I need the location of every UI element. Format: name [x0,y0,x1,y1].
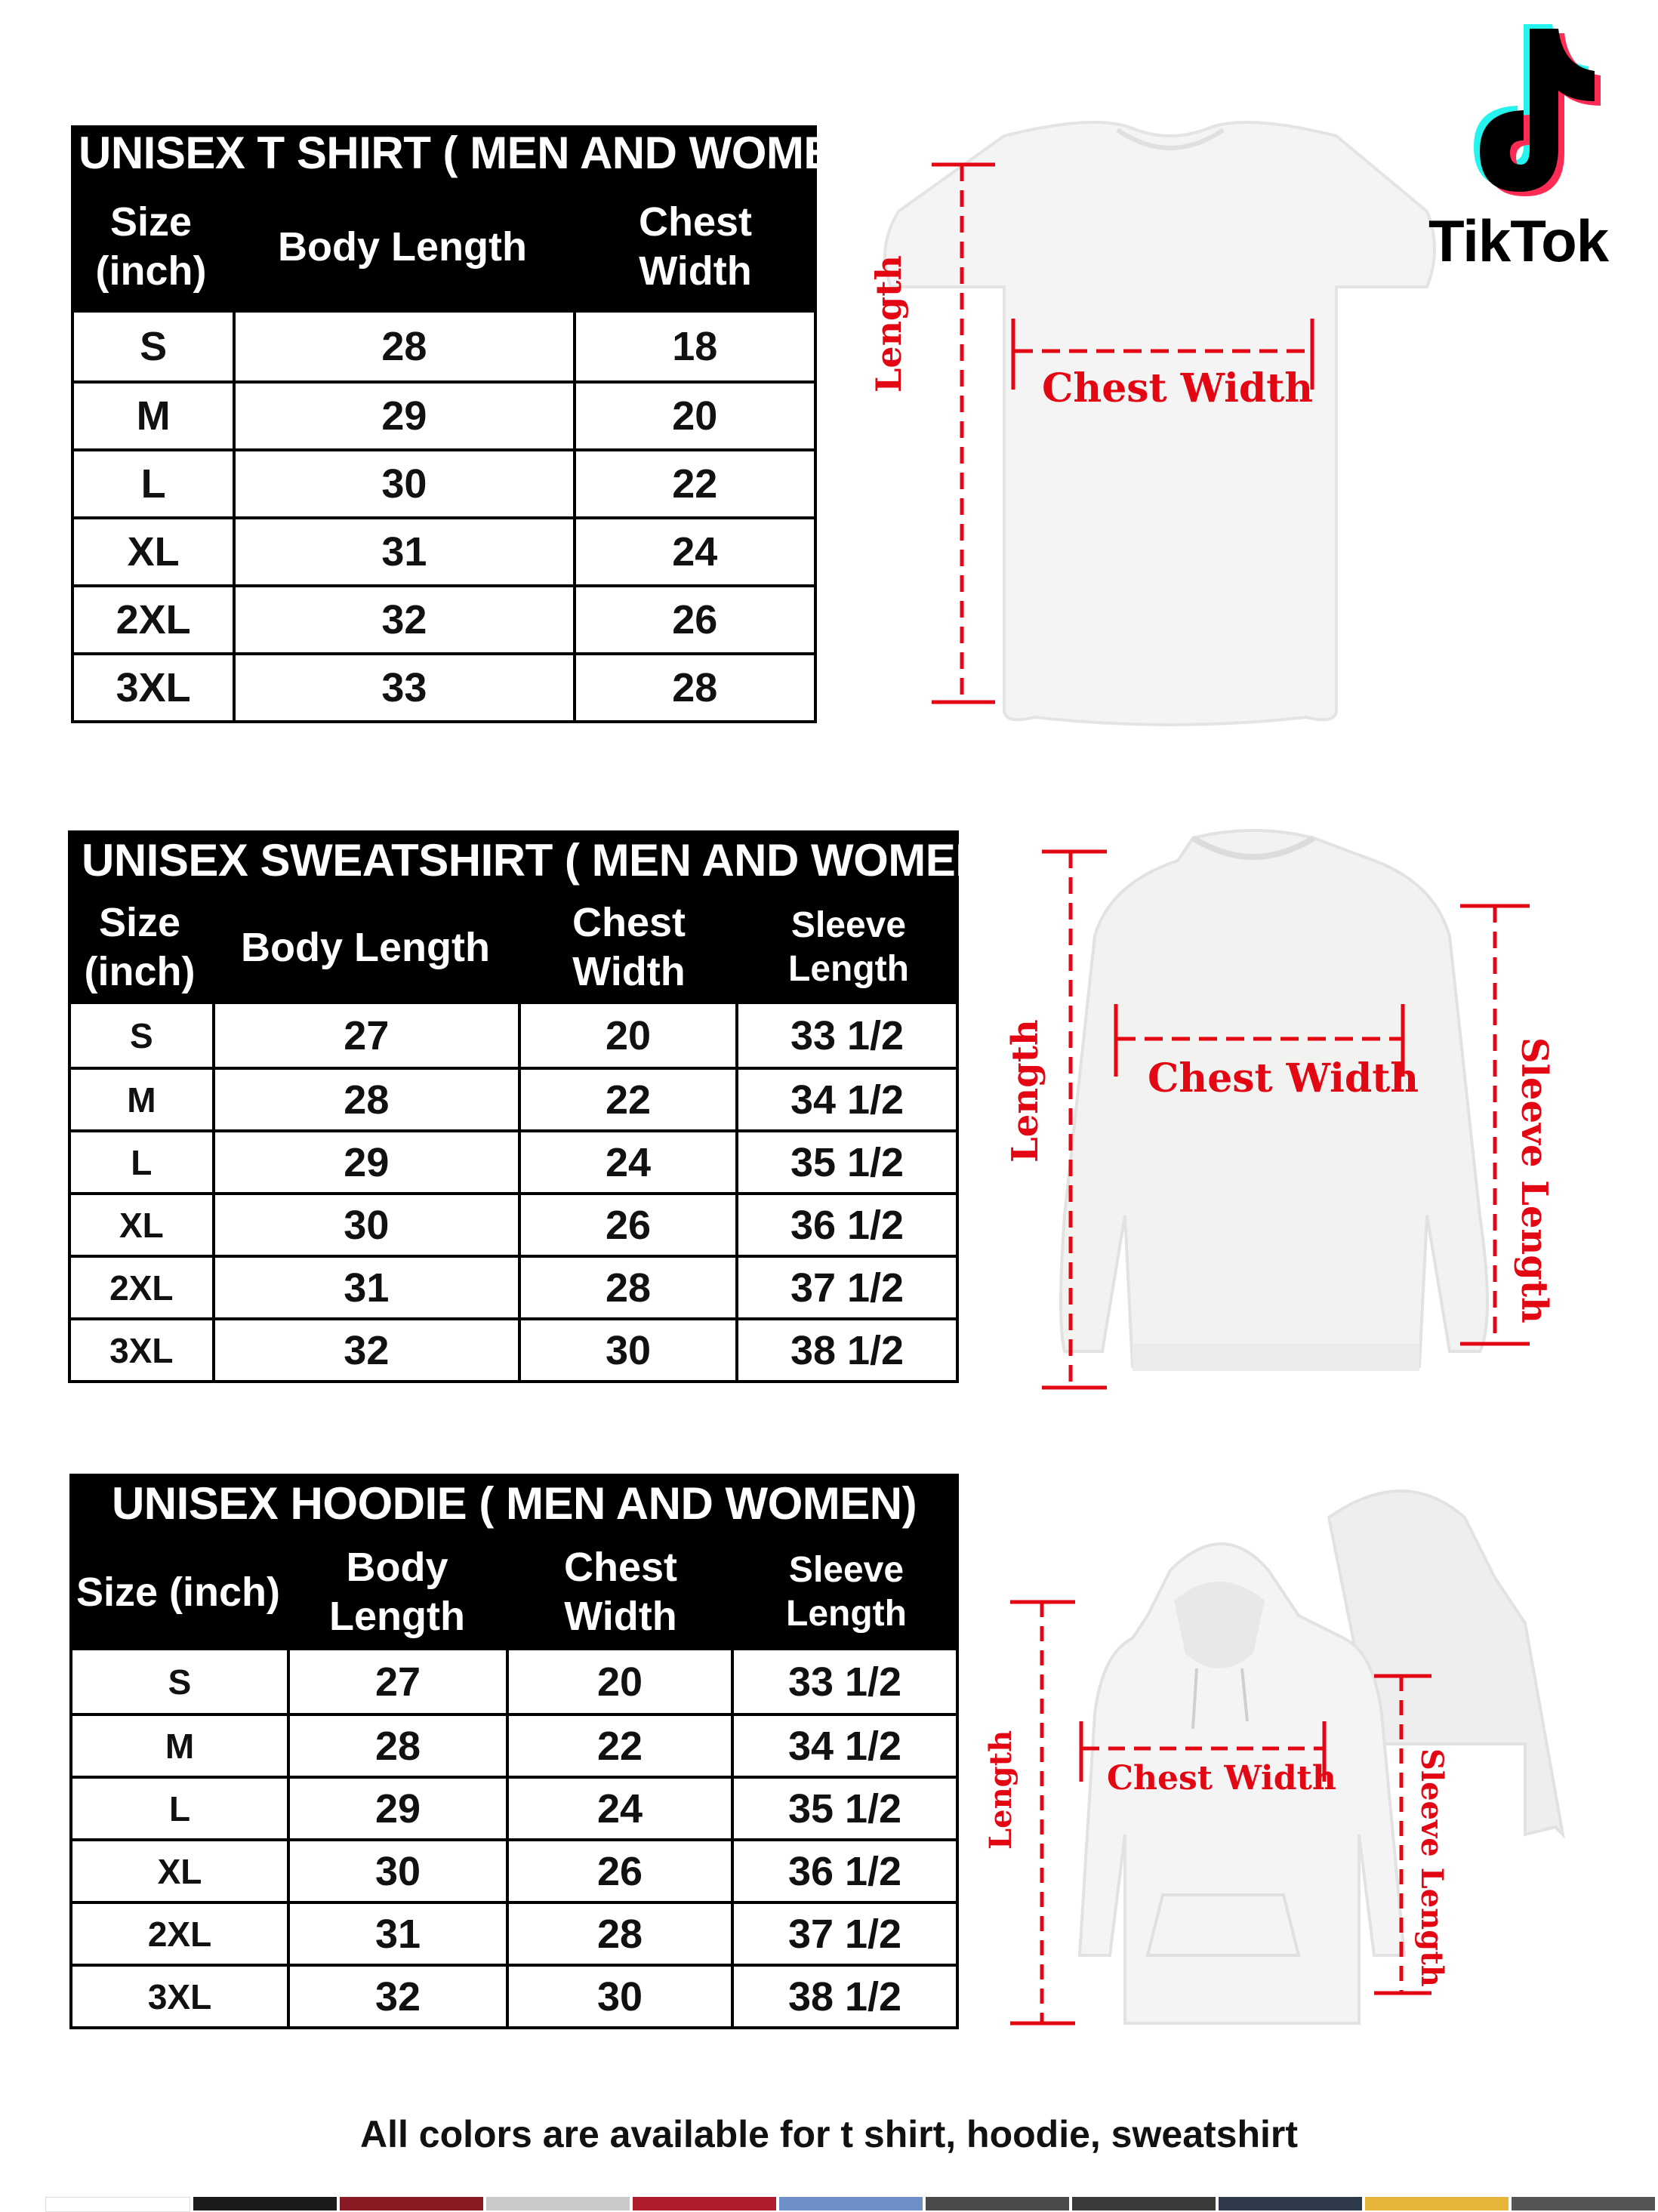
table-row [71,1004,956,1067]
table-cell: 28 [212,1070,518,1129]
tshirt-shape [885,122,1435,725]
table-cell: 32 [233,587,572,652]
color-swatch-strip [45,2197,1658,2210]
table-row [74,448,814,516]
table-cell: 24 [573,519,814,584]
table-cell: 20 [506,1650,731,1713]
table-row [74,313,814,380]
table-row [74,516,814,584]
table-cell: 31 [212,1258,518,1317]
table-cell: 34 1/2 [735,1070,956,1129]
color-swatch [45,2197,190,2212]
table-cell: 2XL [109,1268,174,1308]
tiktok-logo [1427,21,1638,278]
table-cell: 20 [518,1004,735,1067]
table-cell: 33 1/2 [731,1650,956,1713]
color-availability-note: All colors are available for t shirt, hoodie, sweatshirt [359,2113,1299,2155]
sweatshirt-chest-label: Chest Width [1148,1055,1419,1101]
table-row [74,584,814,652]
color-swatch [1072,2197,1216,2210]
table-cell: 3XL [109,1330,174,1370]
table-cell: L [168,1788,191,1828]
table-cell: L [140,461,166,507]
header-body-length: Body Length [241,924,490,970]
sweatshirt-chart-header [68,891,959,1004]
table-row [74,652,814,720]
header-sleeve-length: Sleeve Length [788,905,909,989]
header-size: Size (inch) [76,1569,281,1615]
table-row [72,1838,956,1901]
table-cell: 35 1/2 [735,1132,956,1192]
sweatshirt-length-label: Length [1004,1019,1046,1163]
hoodie-chest-label: Chest Width [1107,1759,1336,1798]
table-cell: 28 [506,1904,731,1964]
header-chest-width: Chest Width [572,900,686,994]
header-body-length: Body Length [278,223,527,270]
table-cell: 28 [573,655,814,720]
table-cell: 2XL [147,1914,212,1954]
table-cell: 3XL [116,665,191,710]
table-cell: 32 [287,1967,506,2026]
table-cell: 24 [506,1779,731,1838]
table-row [71,1129,956,1192]
table-cell: 26 [506,1841,731,1901]
table-row [71,1067,956,1129]
table-cell: 37 1/2 [735,1258,956,1317]
tshirt-chart-title: UNISEX T SHIRT ( MEN AND WOMEN) [71,125,817,181]
sweatshirt-chart-rows [68,1004,959,1383]
hoodie-sleeve-label: Sleeve Length [1414,1748,1450,1987]
sweatshirt-size-chart [68,830,1003,1383]
table-cell: 29 [287,1779,506,1838]
header-body-length: Body Length [329,1545,465,1639]
table-cell: XL [157,1851,202,1891]
table-cell: 28 [287,1716,506,1776]
tiktok-note-icon [1427,21,1638,202]
table-cell: 31 [287,1904,506,1964]
table-row [72,1776,956,1838]
table-cell: 27 [287,1650,506,1713]
table-cell: 33 [233,655,572,720]
header-chest-width: Chest Width [563,1545,678,1639]
table-cell: 36 1/2 [735,1195,956,1255]
header-size: Size (inch) [95,199,207,294]
table-cell: 28 [233,313,572,380]
table-row [72,1713,956,1776]
table-cell: 30 [212,1195,518,1255]
table-row [74,380,814,448]
tshirt-chart-rows [71,313,817,723]
hoodie-chart-title: UNISEX HOODIE ( MEN AND WOMEN) [69,1474,959,1534]
table-cell: S [130,1015,153,1055]
table-cell: 33 1/2 [735,1004,956,1067]
tshirt-chest-label: Chest Width [1042,365,1314,411]
color-swatch [486,2197,630,2210]
tiktok-wordmark: TikTok [1428,208,1609,274]
table-row [72,1964,956,2026]
hoodie-chart-rows [69,1650,959,2029]
sweatshirt-illustration [982,823,1540,1412]
hoodie-chart-header [69,1534,959,1650]
table-row [71,1317,956,1380]
table-cell: M [136,393,171,439]
table-cell: 35 1/2 [731,1779,956,1838]
table-cell: 22 [573,451,814,516]
table-cell: 20 [573,384,814,448]
tshirt-size-chart [71,125,881,723]
table-cell: 38 1/2 [735,1320,956,1380]
table-cell: 22 [518,1070,735,1129]
tshirt-chart-header [71,181,817,313]
table-cell: 2XL [116,597,191,642]
table-row [72,1650,956,1713]
table-cell: XL [127,529,180,575]
tshirt-illustration [883,113,1457,732]
header-size: Size (inch) [84,900,196,994]
sweatshirt-chart-title: UNISEX SWEATSHIRT ( MEN AND WOMEN) [68,830,959,891]
table-cell: 31 [233,519,572,584]
hoodie-length-label: Length [983,1730,1019,1850]
header-sleeve-length: Sleeve Length [786,1550,907,1634]
table-cell: 18 [573,313,814,380]
table-cell: S [168,1662,192,1702]
table-cell: 26 [518,1195,735,1255]
table-cell: 28 [518,1258,735,1317]
table-cell: M [127,1080,156,1120]
table-cell: 27 [212,1004,518,1067]
hoodie-size-chart [69,1474,959,2029]
color-swatch [779,2197,923,2210]
table-cell: 24 [518,1132,735,1192]
table-cell: 29 [212,1132,518,1192]
color-swatch [340,2197,483,2210]
tshirt-length-label: Length [868,255,909,393]
color-swatch [926,2197,1069,2210]
table-cell: 29 [233,384,572,448]
table-row [71,1192,956,1255]
color-swatch [633,2197,776,2210]
table-cell: 30 [518,1320,735,1380]
table-cell: 37 1/2 [731,1904,956,1964]
table-cell: 34 1/2 [731,1716,956,1776]
table-cell: 32 [212,1320,518,1380]
table-cell: 3XL [147,1976,212,2016]
table-cell: M [165,1726,195,1766]
color-swatch [1219,2197,1362,2210]
table-cell: 26 [573,587,814,652]
color-swatch [1365,2197,1509,2210]
table-cell: S [140,324,168,369]
color-swatch [1512,2197,1655,2210]
table-row [72,1901,956,1964]
table-cell: 38 1/2 [731,1967,956,2026]
table-cell: 36 1/2 [731,1841,956,1901]
table-cell: XL [119,1205,164,1245]
table-cell: 30 [287,1841,506,1901]
table-row [71,1255,956,1317]
table-cell: L [131,1142,153,1182]
table-cell: 30 [233,451,572,516]
header-chest-width: Chest Width [638,199,753,294]
sweatshirt-sleeve-label: Sleeve Length [1513,1037,1555,1323]
table-cell: 30 [506,1967,731,2026]
color-swatch [193,2197,337,2210]
table-cell: 22 [506,1716,731,1776]
